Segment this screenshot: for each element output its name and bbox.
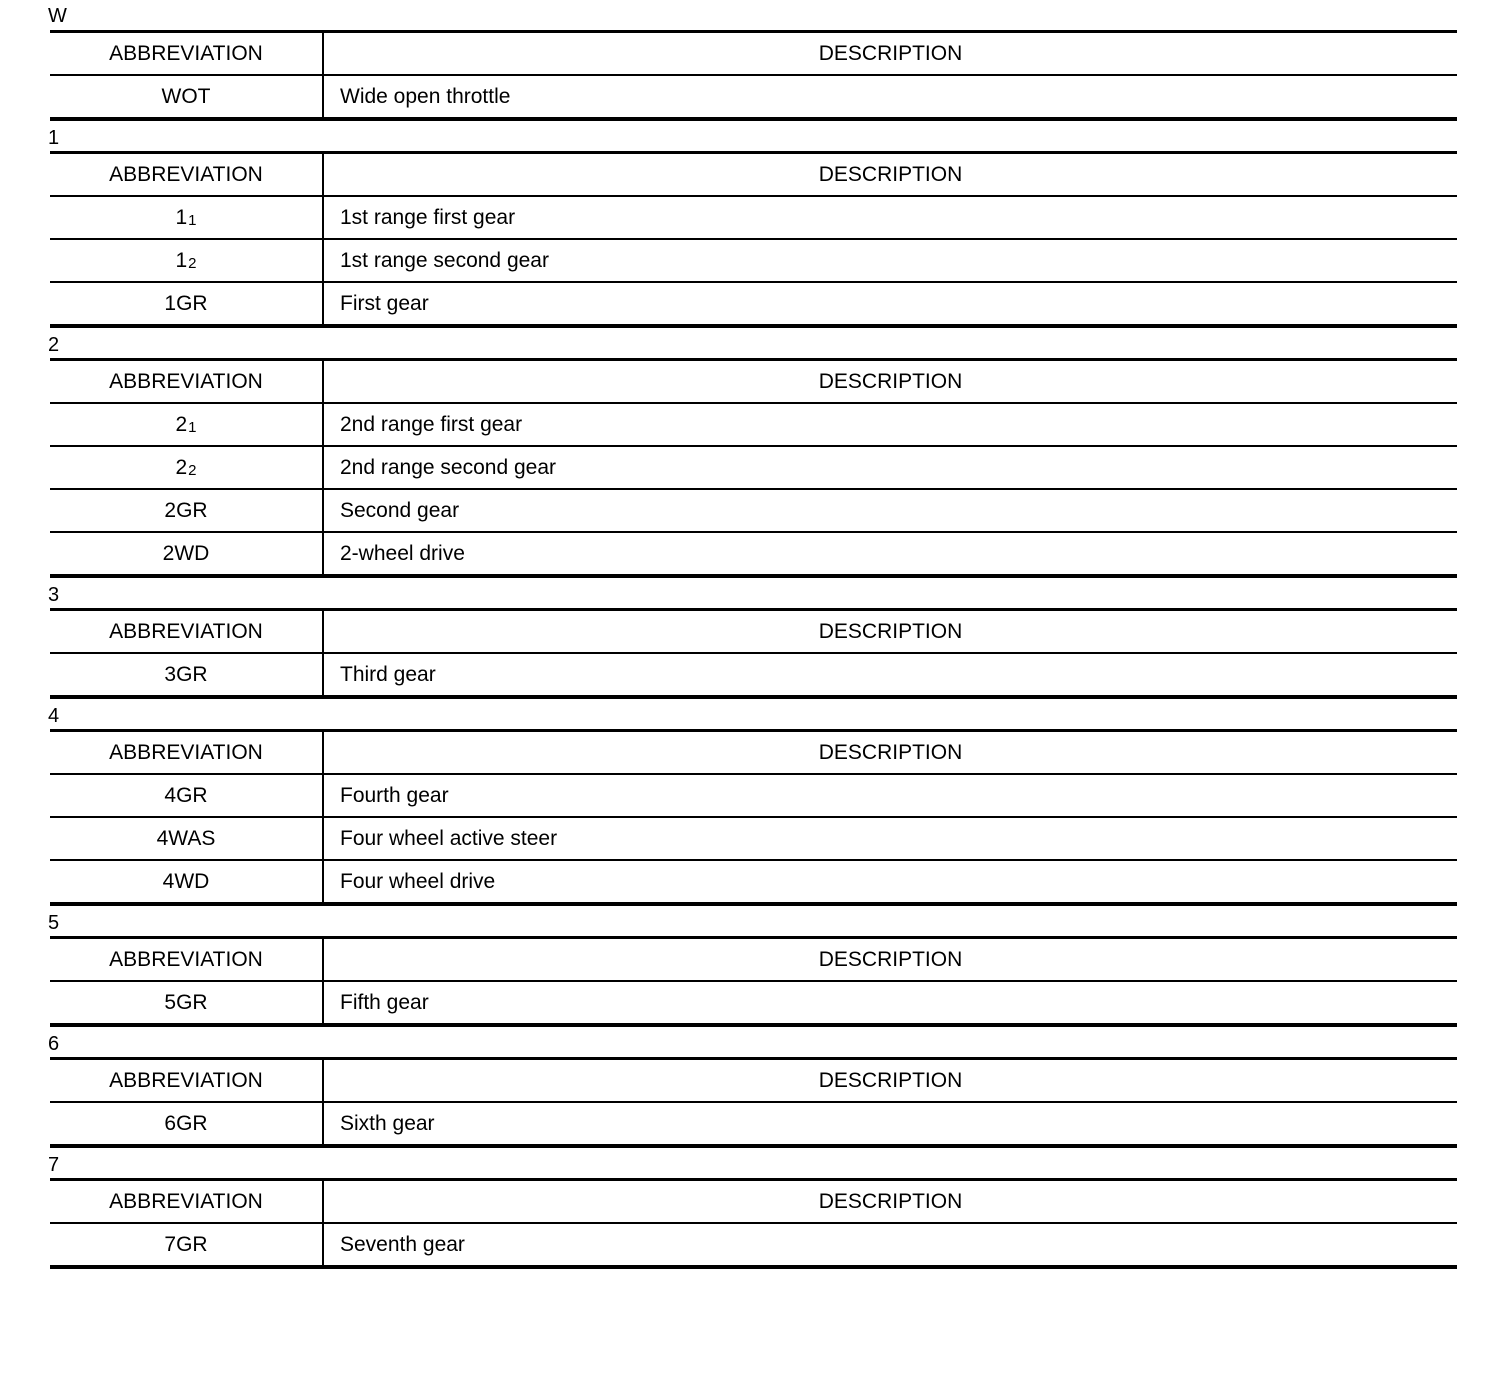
section-letter: W bbox=[48, 5, 67, 27]
description-cell: 2nd range second gear bbox=[340, 455, 556, 479]
abbreviation-table bbox=[50, 1178, 1457, 1269]
abbreviation-header: ABBREVIATION bbox=[50, 1180, 323, 1224]
abbreviation-text: 2WD bbox=[162, 541, 210, 565]
abbreviation-cell bbox=[50, 239, 323, 282]
table-row bbox=[50, 532, 1457, 576]
description-cell: Fifth gear bbox=[340, 990, 429, 1014]
abbreviation-header: ABBREVIATION bbox=[50, 610, 323, 654]
abbreviation-text: 2 bbox=[175, 412, 188, 436]
section-letter: 5 bbox=[48, 912, 60, 934]
abbreviation-subscript: 1 bbox=[188, 418, 197, 436]
section-letter: 1 bbox=[48, 127, 60, 149]
abbreviation-cell bbox=[50, 653, 323, 697]
abbreviation-table bbox=[50, 1057, 1457, 1148]
table-row bbox=[50, 981, 1457, 1025]
abbreviation-header: ABBREVIATION bbox=[50, 938, 323, 982]
description-cell: First gear bbox=[340, 291, 429, 315]
abbreviation-text: 5GR bbox=[164, 990, 208, 1014]
abbreviation-cell bbox=[50, 532, 323, 576]
description-header: DESCRIPTION bbox=[818, 162, 963, 186]
section-5 bbox=[50, 906, 1457, 1027]
abbreviation-header: ABBREVIATION bbox=[50, 153, 323, 197]
section-4 bbox=[50, 699, 1457, 906]
section-6 bbox=[50, 1027, 1457, 1148]
abbreviation-cell bbox=[50, 489, 323, 532]
description-cell: Third gear bbox=[340, 662, 436, 686]
abbreviation-header: ABBREVIATION bbox=[50, 32, 323, 76]
description-cell: 1st range first gear bbox=[340, 205, 516, 229]
abbreviation-table bbox=[50, 608, 1457, 699]
abbreviation-table bbox=[50, 729, 1457, 906]
abbreviation-cell bbox=[50, 196, 323, 239]
abbreviation-subscript: 2 bbox=[188, 254, 197, 272]
abbreviation-document bbox=[50, 0, 1457, 1269]
table-row bbox=[50, 282, 1457, 326]
abbreviation-text: 2 bbox=[175, 455, 188, 479]
section-letter: 4 bbox=[48, 705, 60, 727]
table-row bbox=[50, 1102, 1457, 1146]
abbreviation-cell bbox=[50, 446, 323, 489]
table-row bbox=[50, 653, 1457, 697]
description-cell: Four wheel drive bbox=[340, 869, 496, 893]
abbreviation-cell bbox=[50, 282, 323, 326]
abbreviation-subscript: 1 bbox=[188, 211, 197, 229]
table-row bbox=[50, 196, 1457, 239]
table-header-row bbox=[50, 938, 1457, 982]
section-letter: 2 bbox=[48, 334, 60, 356]
abbreviation-text: 6GR bbox=[164, 1111, 208, 1135]
abbreviation-text: 1GR bbox=[164, 291, 208, 315]
table-row bbox=[50, 860, 1457, 904]
section-1 bbox=[50, 121, 1457, 328]
table-header-row bbox=[50, 360, 1457, 404]
abbreviation-text: 7GR bbox=[164, 1232, 208, 1256]
description-header: DESCRIPTION bbox=[818, 41, 963, 65]
section-2 bbox=[50, 328, 1457, 578]
description-cell: 1st range second gear bbox=[340, 248, 549, 272]
abbreviation-text: 4WD bbox=[162, 869, 210, 893]
table-row bbox=[50, 75, 1457, 119]
section-w bbox=[50, 0, 1457, 121]
abbreviation-subscript: 2 bbox=[188, 461, 197, 479]
section-letter: 6 bbox=[48, 1033, 60, 1055]
table-header-row bbox=[50, 1180, 1457, 1224]
table-header-row bbox=[50, 610, 1457, 654]
description-cell: Sixth gear bbox=[340, 1111, 435, 1135]
abbreviation-table bbox=[50, 151, 1457, 328]
abbreviation-text: 2GR bbox=[164, 498, 208, 522]
section-letter: 7 bbox=[48, 1154, 60, 1176]
description-header: DESCRIPTION bbox=[818, 1189, 963, 1213]
table-header-row bbox=[50, 153, 1457, 197]
abbreviation-text: 4GR bbox=[164, 783, 208, 807]
description-cell: 2nd range first gear bbox=[340, 412, 523, 436]
table-header-row bbox=[50, 731, 1457, 775]
table-row bbox=[50, 774, 1457, 817]
abbreviation-cell bbox=[50, 1102, 323, 1146]
section-3 bbox=[50, 578, 1457, 699]
description-cell: Second gear bbox=[340, 498, 460, 522]
section-letter: 3 bbox=[48, 584, 60, 606]
description-header: DESCRIPTION bbox=[818, 947, 963, 971]
description-cell: 2-wheel drive bbox=[340, 541, 465, 565]
table-row bbox=[50, 489, 1457, 532]
table-row bbox=[50, 1223, 1457, 1267]
abbreviation-text: 1 bbox=[175, 205, 188, 229]
table-row bbox=[50, 239, 1457, 282]
description-header: DESCRIPTION bbox=[818, 619, 963, 643]
table-header-row bbox=[50, 32, 1457, 76]
abbreviation-header: ABBREVIATION bbox=[50, 360, 323, 404]
abbreviation-table bbox=[50, 936, 1457, 1027]
table-row bbox=[50, 817, 1457, 860]
description-header: DESCRIPTION bbox=[818, 740, 963, 764]
abbreviation-header: ABBREVIATION bbox=[50, 1059, 323, 1103]
abbreviation-text: 3GR bbox=[164, 662, 208, 686]
description-header: DESCRIPTION bbox=[818, 1068, 963, 1092]
table-header-row bbox=[50, 1059, 1457, 1103]
table-row bbox=[50, 446, 1457, 489]
abbreviation-text: WOT bbox=[161, 84, 211, 108]
description-cell: Four wheel active steer bbox=[340, 826, 558, 850]
abbreviation-cell bbox=[50, 860, 323, 904]
abbreviation-cell bbox=[50, 774, 323, 817]
description-cell: Fourth gear bbox=[340, 783, 449, 807]
abbreviation-table bbox=[50, 30, 1457, 121]
abbreviation-text: 4WAS bbox=[156, 826, 216, 850]
abbreviation-cell bbox=[50, 403, 323, 446]
section-7 bbox=[50, 1148, 1457, 1269]
abbreviation-cell bbox=[50, 981, 323, 1025]
abbreviation-header: ABBREVIATION bbox=[50, 731, 323, 775]
description-header: DESCRIPTION bbox=[818, 369, 963, 393]
abbreviation-cell bbox=[50, 75, 323, 119]
description-cell: Seventh gear bbox=[340, 1232, 465, 1256]
table-row bbox=[50, 403, 1457, 446]
abbreviation-table bbox=[50, 358, 1457, 578]
description-cell: Wide open throttle bbox=[340, 84, 511, 108]
abbreviation-cell bbox=[50, 817, 323, 860]
abbreviation-text: 1 bbox=[175, 248, 188, 272]
abbreviation-cell bbox=[50, 1223, 323, 1267]
